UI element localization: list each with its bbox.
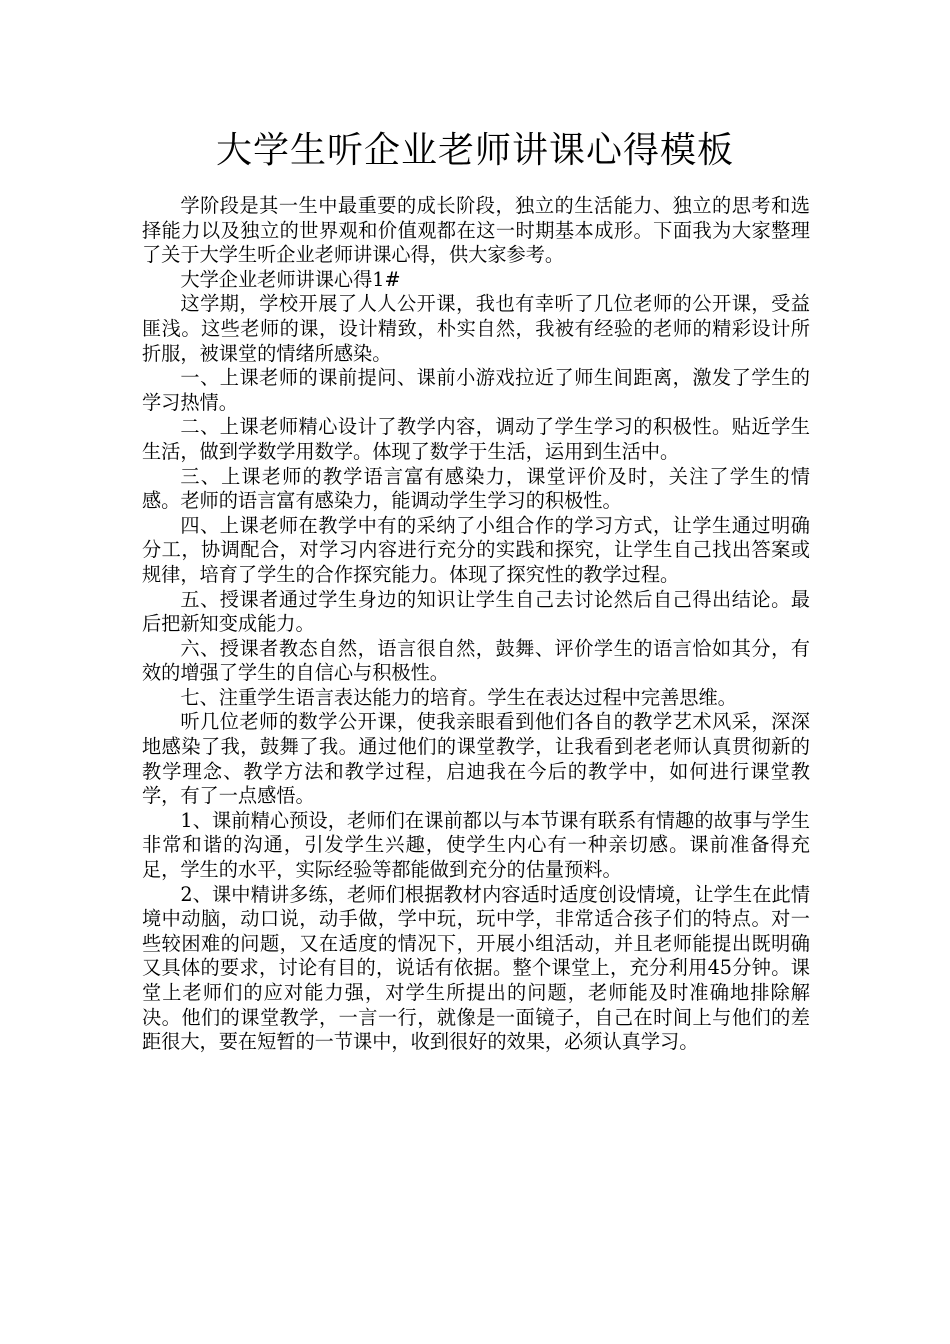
point-four-paragraph: 四、上课老师在教学中有的采纳了小组合作的学习方式，让学生通过明确分工，协调配合，对学习内容进行充分的实践和探究，让学生自己找出答案或规律，培育了学生的合作探究能力。体现了探究性的教学过程。 bbox=[142, 513, 810, 586]
point-one-paragraph: 一、上课老师的课前提问、课前小游戏拉近了师生间距离，激发了学生的学习热情。 bbox=[142, 366, 810, 414]
document-title: 大学生听企业老师讲课心得模板 bbox=[215, 130, 734, 171]
point-five-paragraph: 五、授课者通过学生身边的知识让学生自己去讨论然后自己得出结论。最后把新知变成能力。 bbox=[142, 587, 810, 636]
document-body bbox=[142, 194, 810, 1055]
numbered-point-two-paragraph: 2、课中精讲多练，老师们根据教材内容适时适度创设情境，让学生在此情境中动脑，动口说，动手做，学中玩，玩中学，非常适合孩子们的特点。对一些较困难的问题，又在适度的情况下，开展小组活动，并且老师能提出既明确又具体的要求，讨论有目的，说话有依据。整个课堂上，充分利用45分钟。课堂上老师们的应对能力强，对学生所提出的问题，老师能及时准确地排除解决。他们的课堂教学，一言一行，就像是一面镜子，自己在时间上与他们的差距很大，要在短暂的一节课中，收到很好的效果，必须认真学习。 bbox=[142, 882, 810, 1054]
intro-paragraph: 学阶段是其一生中最重要的成长阶段，独立的生活能力、独立的思考和选择能力以及独立的世界观和价值观都在这一时期基本成形。下面我为大家整理了关于大学生听企业老师讲课心得，供大家参考。 bbox=[142, 194, 810, 267]
reflection-paragraph: 听几位老师的数学公开课，使我亲眼看到他们各自的教学艺术风采，深深地感染了我，鼓舞了我。通过他们的课堂教学，让我看到老老师认真贯彻新的教学理念、教学方法和教学过程，启迪我在今后的教学中，如何进行课堂教学，有了一点感悟。 bbox=[142, 710, 810, 808]
point-two-paragraph: 二、上课老师精心设计了教学内容，调动了学生学习的积极性。贴近学生生活，做到学数学用数学。体现了数学于生活，运用到生活中。 bbox=[142, 415, 810, 463]
section-heading: 大学企业老师讲课心得1# bbox=[180, 267, 401, 291]
point-three-paragraph: 三、上课老师的教学语言富有感染力，课堂评价及时，关注了学生的情感。老师的语言富有感染力，能调动学生学习的积极性。 bbox=[142, 464, 810, 513]
numbered-point-one-paragraph: 1、课前精心预设，老师们在课前都以与本节课有联系有情趣的故事与学生非常和谐的沟通，引发学生兴趣，使学生内心有一种亲切感。课前准备得充足，学生的水平，实际经验等都能做到充分的估量预料。 bbox=[142, 808, 810, 882]
body-paragraph: 这学期，学校开展了人人公开课，我也有幸听了几位老师的公开课，受益匪浅。这些老师的课，设计精致，朴实自然，我被有经验的老师的精彩设计所折服，被课堂的情绪所感染。 bbox=[142, 292, 810, 365]
point-six-paragraph: 六、授课者教态自然，语言很自然，鼓舞、评价学生的语言恰如其分，有效的增强了学生的自信心与积极性。 bbox=[142, 636, 810, 685]
point-seven-paragraph: 七、注重学生语言表达能力的培育。学生在表达过程中完善思维。 bbox=[180, 685, 737, 709]
